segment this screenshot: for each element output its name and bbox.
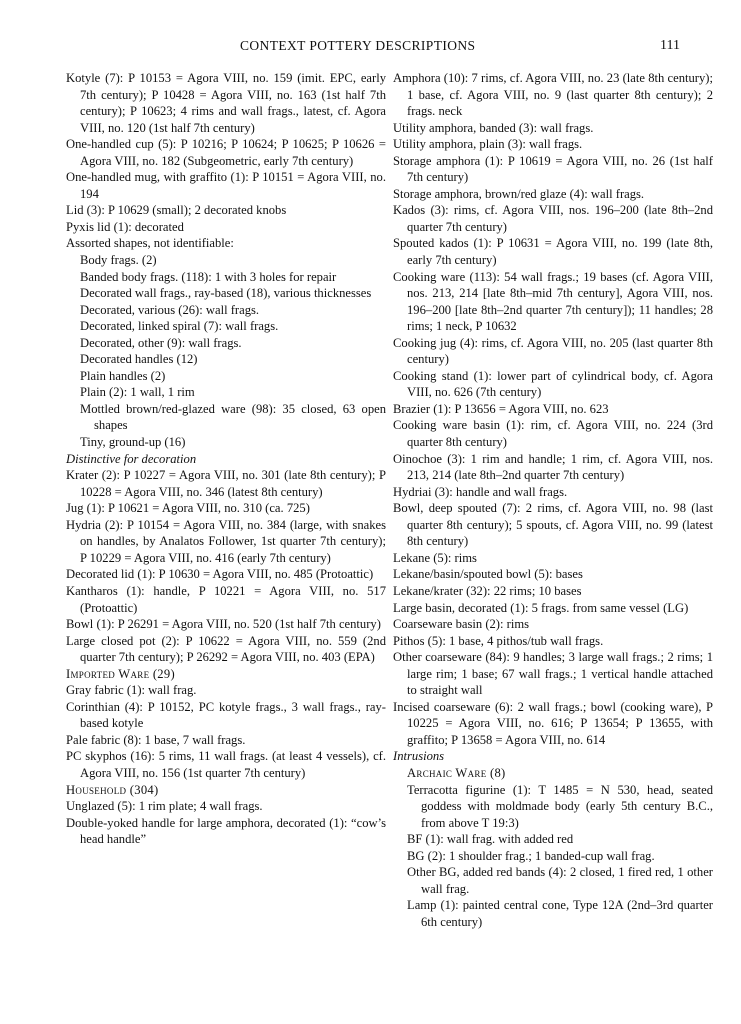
- catalog-entry: Large closed pot (2): P 10622 = Agora VIII, no. 559 (2nd quarter 7th century); P 26292 = Agora VIII, no. 403 (EPA): [66, 633, 386, 665]
- catalog-entry: Assorted shapes, not identifiable:: [66, 236, 234, 251]
- page-number: 111: [660, 38, 680, 53]
- section-heading: Household (304): [66, 782, 159, 797]
- catalog-entry: PC skyphos (16): 5 rims, 11 wall frags. (at least 4 vessels), cf. Agora VIII, no. 156 (1st quarter 7th century): [66, 749, 386, 780]
- catalog-entry: Cooking jug (4): rims, cf. Agora VIII, no. 205 (last quarter 8th century): [393, 335, 713, 367]
- catalog-entry: Large basin, decorated (1): 5 frags. from same vessel (LG): [393, 600, 689, 615]
- catalog-entry: Decorated lid (1): P 10630 = Agora VIII, no. 485 (Protoattic): [66, 567, 374, 582]
- catalog-entry: One-handled mug, with graffito (1): P 10151 = Agora VIII, no. 194: [66, 170, 386, 201]
- catalog-entry: Mottled brown/red-glazed ware (98): 35 closed, 63 open shapes: [80, 401, 386, 433]
- catalog-entry: Amphora (10): 7 rims, cf. Agora VIII, no. 23 (late 8th century); 1 base, cf. Agora VIII, no. 9 (last quarter 8th century); 2 frags. neck: [393, 71, 713, 119]
- section-heading: Intrusions: [393, 749, 445, 764]
- catalog-entry: Storage amphora (1): P 10619 = Agora VIII, no. 26 (1st half 7th century): [393, 153, 713, 185]
- catalog-entry: Tiny, ground-up (16): [80, 435, 186, 450]
- catalog-entry: Double-yoked handle for large amphora, decorated (1): “cow’s head handle”: [66, 815, 386, 847]
- catalog-entry: Decorated, other (9): wall frags.: [80, 335, 242, 350]
- catalog-entry: Gray fabric (1): wall frag.: [66, 683, 197, 698]
- catalog-entry: Cooking stand (1): lower part of cylindrical body, cf. Agora VIII, no. 626 (7th century): [393, 368, 713, 400]
- catalog-entry: Other BG, added red bands (4): 2 closed, 1 fired red, 1 other wall frag.: [407, 865, 713, 896]
- catalog-entry: BF (1): wall frag. with added red: [407, 832, 574, 847]
- catalog-entry: Lekane (5): rims: [393, 550, 477, 565]
- catalog-entry: Storage amphora, brown/red glaze (4): wall frags.: [393, 186, 645, 201]
- catalog-entry: Bowl (1): P 26291 = Agora VIII, no. 520 (1st half 7th century): [66, 617, 381, 632]
- catalog-entry: Oinochoe (3): 1 rim and handle; 1 rim, cf. Agora VIII, nos. 213, 214 (late 8th–2nd quarter 7th century): [393, 451, 713, 483]
- catalog-entry: Terracotta figurine (1): T 1485 = N 530, head, seated goddess with moldmade body (early 5th century B.C., from above T 19:3): [407, 782, 713, 830]
- catalog-entry: Lamp (1): painted central cone, Type 12A (2nd–3rd quarter 6th century): [407, 898, 713, 929]
- catalog-entry: Pale fabric (8): 1 base, 7 wall frags.: [66, 732, 246, 747]
- section-heading: Imported Ware (29): [66, 666, 175, 681]
- catalog-entry: Kantharos (1): handle, P 10221 = Agora VIII, no. 517 (Protoattic): [66, 583, 386, 615]
- catalog-entry: Hydriai (3): handle and wall frags.: [393, 484, 568, 499]
- catalog-entry: Incised coarseware (6): 2 wall frags.; bowl (cooking ware), P 10225 = Agora VIII, no. 616; P 13654; P 13655, with graffito; P 13658 = Agora VIII, no. 614: [393, 699, 713, 747]
- catalog-entry: Pithos (5): 1 base, 4 pithos/tub wall frags.: [393, 633, 604, 648]
- catalog-entry: Jug (1): P 10621 = Agora VIII, no. 310 (ca. 725): [66, 501, 310, 516]
- catalog-entry: Cooking ware basin (1): rim, cf. Agora VIII, no. 224 (3rd quarter 8th century): [393, 418, 713, 450]
- catalog-entry: Decorated wall frags., ray-based (18), various thicknesses: [80, 286, 372, 301]
- catalog-entry: Lekane/basin/spouted bowl (5): bases: [393, 567, 583, 582]
- catalog-entry: Banded body frags. (118): 1 with 3 holes for repair: [80, 269, 337, 284]
- catalog-entry: Brazier (1): P 13656 = Agora VIII, no. 623: [393, 401, 609, 416]
- catalog-entry: Spouted kados (1): P 10631 = Agora VIII, no. 199 (late 8th, early 7th century): [393, 236, 713, 268]
- catalog-entry: Lid (3): P 10629 (small); 2 decorated knobs: [66, 203, 287, 218]
- catalog-entry: Utility amphora, banded (3): wall frags.: [393, 120, 594, 135]
- catalog-entry: Plain handles (2): [80, 368, 166, 383]
- catalog-entry: Cooking ware (113): 54 wall frags.; 19 bases (cf. Agora VIII, nos. 213, 214 [late 8th–mid 7th century], Agora VIII, nos. 196–200 [late 8th–2nd quarter 7th century]); 11 handles; 28 rims; 1 neck, P 10632: [393, 269, 713, 334]
- catalog-entry: Decorated handles (12): [80, 352, 198, 367]
- section-heading: Archaic Ware (8): [407, 765, 506, 780]
- catalog-entry: Decorated, various (26): wall frags.: [80, 302, 260, 317]
- catalog-entry: Decorated, linked spiral (7): wall frags.: [80, 319, 279, 334]
- catalog-entry: Coarseware basin (2): rims: [393, 617, 530, 632]
- catalog-entry: Other coarseware (84): 9 handles; 3 large wall frags.; 2 rims; 1 large rim; 1 base; 67 wall frags.; 1 vertical handle attached to straight wall: [393, 650, 713, 698]
- catalog-entry: Pyxis lid (1): decorated: [66, 219, 184, 234]
- catalog-entry: Kados (3): rims, cf. Agora VIII, nos. 196–200 (late 8th–2nd quarter 7th century): [393, 203, 713, 234]
- catalog-entry: Body frags. (2): [80, 253, 157, 268]
- catalog-entry: One-handled cup (5): P 10216; P 10624; P 10625; P 10626 = Agora VIII, no. 182 (Subgeometric, early 7th century): [66, 137, 386, 168]
- catalog-entry: Plain (2): 1 wall, 1 rim: [80, 385, 195, 400]
- catalog-entry: Utility amphora, plain (3): wall frags.: [393, 137, 583, 152]
- left-column: [66, 70, 386, 848]
- section-heading: Distinctive for decoration: [66, 451, 197, 466]
- catalog-entry: Hydria (2): P 10154 = Agora VIII, no. 384 (large, with snakes on handles, by Analatos Follower, 1st quarter 7th century); P 10229 = Agora VIII, no. 416 (early 7th century): [66, 517, 386, 565]
- catalog-entry: Bowl, deep spouted (7): 2 rims, cf. Agora VIII, no. 98 (last quarter 8th century); 5 spouts, cf. Agora VIII, no. 99 (latest 8th century): [393, 501, 713, 549]
- catalog-entry: Lekane/krater (32): 22 rims; 10 bases: [393, 583, 582, 598]
- catalog-entry: Corinthian (4): P 10152, PC kotyle frags., 3 wall frags., ray-based kotyle: [66, 699, 386, 731]
- catalog-entry: BG (2): 1 shoulder frag.; 1 banded-cup wall frag.: [407, 848, 655, 863]
- catalog-entry: Kotyle (7): P 10153 = Agora VIII, no. 159 (imit. EPC, early 7th century); P 10428 = Agora VIII, no. 163 (1st half 7th century); P 10623; 4 rims and wall frags., latest, cf. Agora VIII, no. 120 (1st half 7th century): [66, 71, 386, 135]
- running-head: CONTEXT POTTERY DESCRIPTIONS: [240, 38, 476, 53]
- catalog-entry: Krater (2): P 10227 = Agora VIII, no. 301 (late 8th century); P 10228 = Agora VIII, no. 346 (latest 8th century): [66, 468, 386, 499]
- catalog-entry: Unglazed (5): 1 rim plate; 4 wall frags.: [66, 799, 263, 814]
- right-column: [393, 70, 713, 930]
